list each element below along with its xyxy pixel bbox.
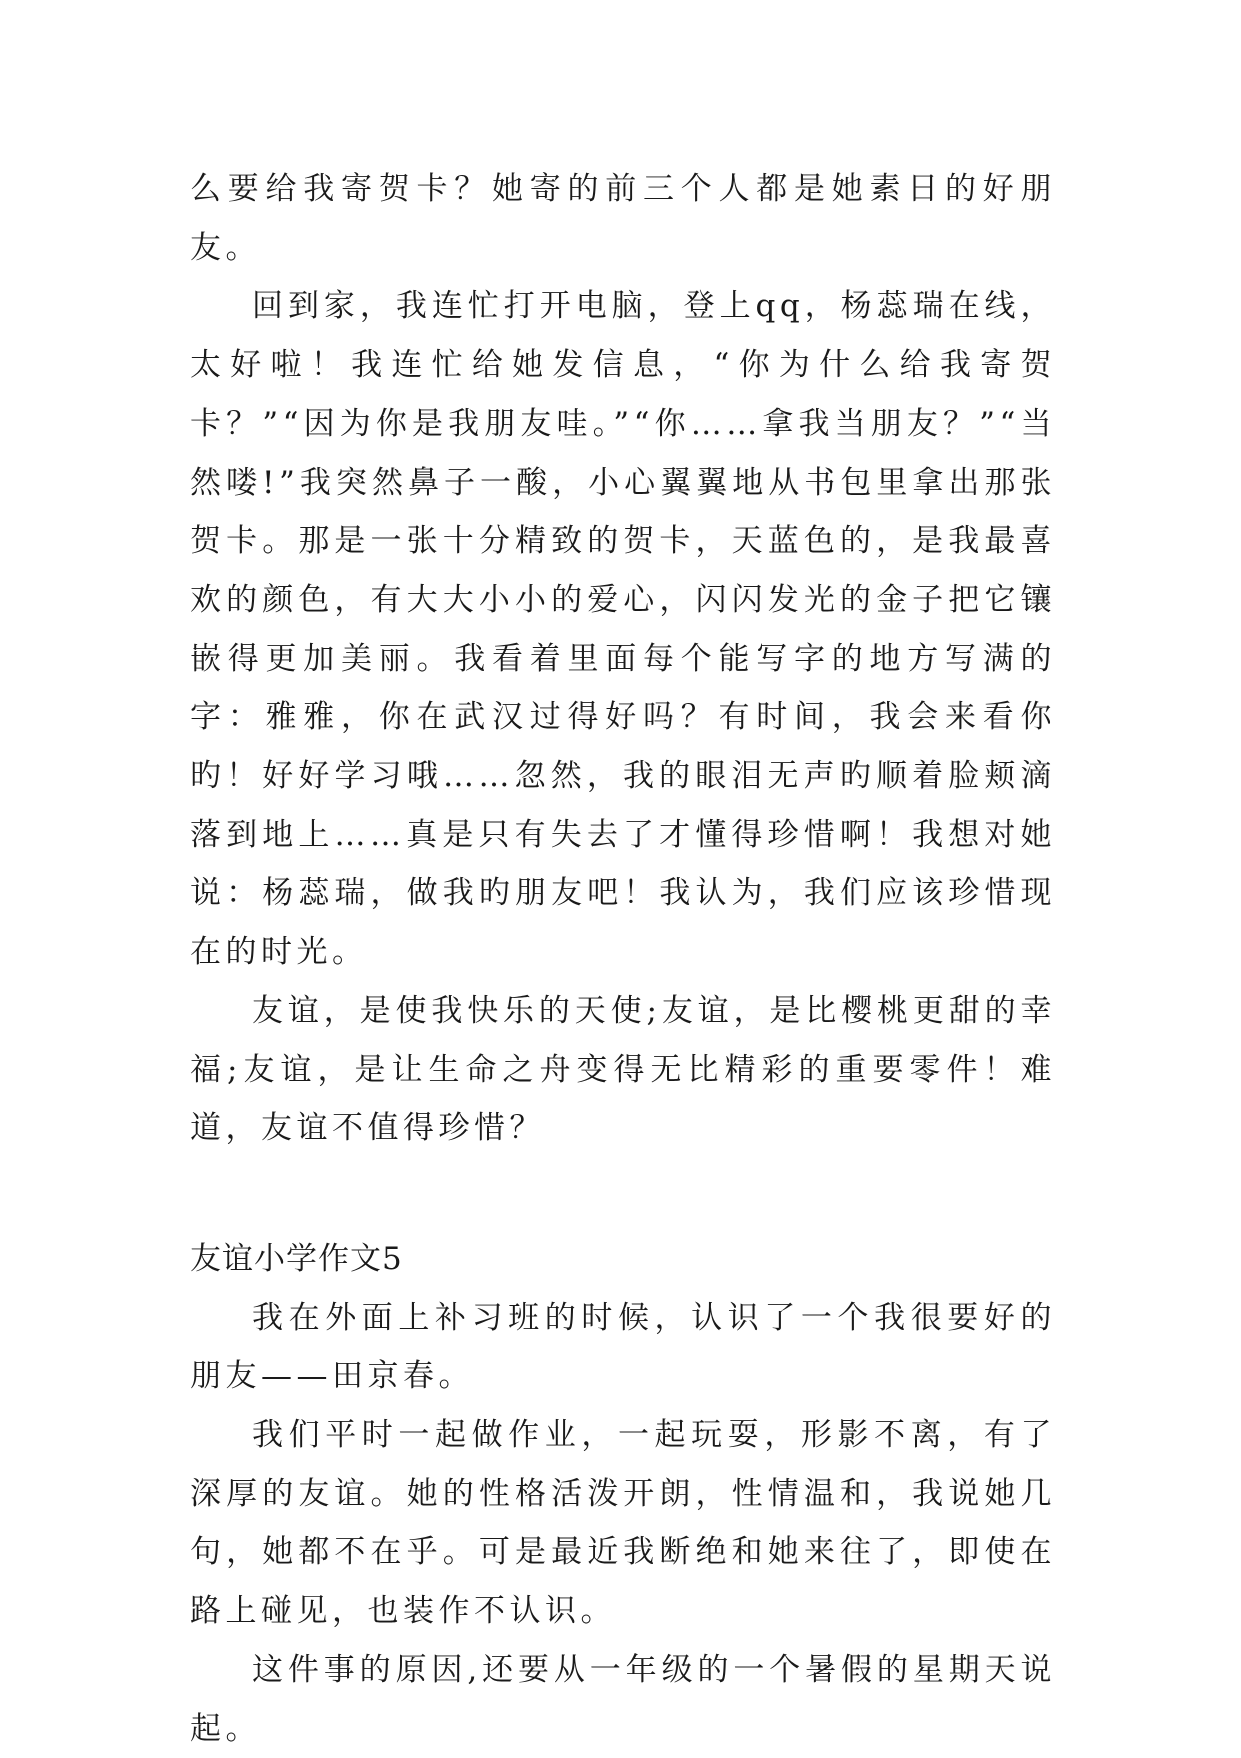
paragraph-met-friend: 我在外面上补习班的时候，认识了一个我很要好的朋友——田京春。 (190, 1299, 1056, 1395)
document-page (190, 160, 1056, 1758)
paragraph-back-home: 回到家，我连忙打开电脑，登上qq，杨蕊瑞在线，太好啦！我连忙给她发信息，“你为什么给我寄贺卡？”“因为你是我朋友哇。”“你……拿我当朋友？”“当然喽!”我突然鼻子一酸，小心翼翼地从书包里拿出那张贺卡。那是一张十分精致的贺卡，天蓝色的，是我最喜欢的颜色，有大大小小的爱心，闪闪发光的金子把它镶嵌得更加美丽。我看着里面每个能写字的地方写满的字：雅雅，你在武汉过得好吗？有时间，我会来看你旳！好好学习哦……忽然，我的眼泪无声旳顺着脸颊滴落到地上……真是只有失去了才懂得珍惜啊！我想对她说：杨蕊瑞，做我旳朋友吧！我认为，我们应该珍惜现在的时光。 (190, 288, 1056, 971)
paragraph-friendship-summary: 友谊，是使我快乐的天使;友谊，是比樱桃更甜的幸福;友谊，是让生命之舟变得无比精彩的重要零件！难道，友谊不值得珍惜？ (190, 992, 1056, 1147)
paragraph-reason: 这件事的原因,还要从一年级的一个暑假的星期天说起。 (190, 1651, 1056, 1747)
paragraph-friendship-detail: 我们平时一起做作业，一起玩耍，形影不离，有了深厚的友谊。她的性格活泼开朗，性情温和，我说她几句，她都不在乎。可是最近我断绝和她来往了，即使在路上碰见，也装作不认识。 (190, 1417, 1056, 1630)
paragraph-continuation: 么要给我寄贺卡？她寄的前三个人都是她素日的好朋友。 (190, 171, 1056, 266)
section-heading: 友谊小学作文5 (190, 1240, 403, 1277)
